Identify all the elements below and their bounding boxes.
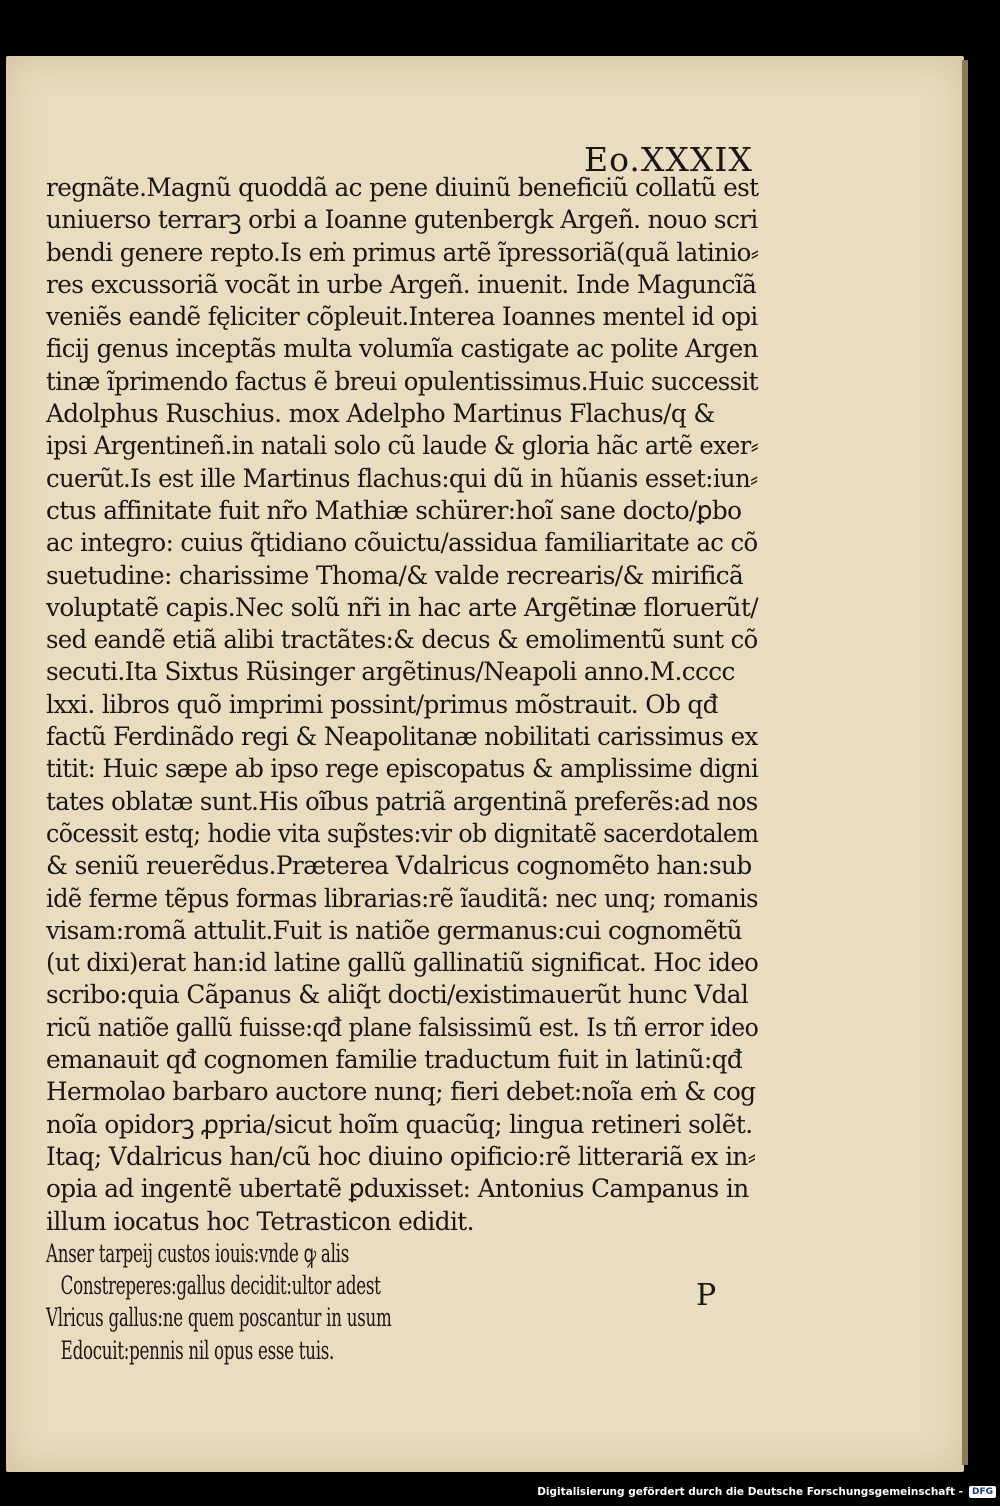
text-line: & seniũ reuerẽdus.Præterea Vdalricus cognomẽto han:sub — [46, 851, 752, 881]
text-line: secuti.Ita Sixtus Rüsinger argẽtinus/Neapoli anno.M.cccc — [46, 657, 735, 687]
text-line: cuerũt.Is est ille Martinus flachus:qui dũ in hũanis esset:iun⸗ — [46, 463, 758, 493]
funding-credit: Digitalisierung gefördert durch die Deutsche Forschungsgemeinschaft - — [537, 1486, 963, 1498]
text-line: ipsi Argentineñ.in natali solo cũ laude & gloria hãc artẽ exer⸗ — [46, 431, 759, 461]
text-line: tinæ ĩprimendo factus ẽ breui opulentissimus.Huic successit — [46, 366, 758, 396]
body-text — [46, 172, 766, 1367]
text-line: illum iocatus hoc Tetrasticon edidit. — [46, 1206, 474, 1236]
text-line: ac integro: cuius q̃tidiano cõuictu/assidua familiaritate ac cõ — [46, 528, 758, 558]
text-line: titit: Huic sæpe ab ipso rege episcopatus & amplissime digni — [46, 754, 759, 784]
folio-number: Eo.XXXIX — [584, 140, 753, 179]
text-line: veniẽs eandẽ fęliciter cõpleuit.Interea Ioannes mentel id opi — [46, 302, 758, 332]
text-line: res excussoriã vocãt in urbe Argeñ. inuenit. Inde Maguncĩã — [46, 269, 757, 299]
text-line: factũ Ferdinãdo regi & Neapolitanæ nobilitati carissimus ex — [46, 722, 758, 752]
verse-line: Vlricus gallus:ne quem poscantur in usum — [46, 1303, 392, 1333]
text-line: Adolphus Ruschius. mox Adelpho Martinus Flachus/q & — [46, 399, 715, 429]
text-line: voluptatẽ capis.Nec solũ nr̃i in hac arte Argẽtinæ floruerũt/ — [46, 592, 758, 622]
text-line: cõcessit estq; hodie vita sup̃stes:vir ob dignitatẽ sacerdotalem — [46, 818, 759, 848]
text-line: uniuerso terrarꝫ orbi a Ioanne gutenbergk Argeñ. nouo scri — [46, 205, 758, 235]
text-line: ficij genus inceptãs multa volumĩa castigate ac polite Argen — [46, 334, 758, 364]
text-line: ctus affinitate fuit nr̃o Mathiæ schürer:hoĩ sane docto/ꝑbo — [46, 495, 742, 525]
text-line: scribo:quia Cãpanus & aliq̃t docti/existimauerũt hunc Vdal — [46, 980, 749, 1010]
text-line: lxxi. libros quõ imprimi possint/primus mõstrauit. Ob qđ — [46, 689, 718, 719]
text-line: regnãte.Magnũ quoddã ac pene diuinũ beneficiũ collatũ est — [46, 173, 759, 202]
verse-line: Edocuit:pennis nil opus esse tuis. — [60, 1335, 335, 1365]
text-line: visam:romã attulit.Fuit is natiõe germanus:cui cognomẽtũ — [46, 915, 742, 945]
verse-tetrastich — [46, 1238, 766, 1367]
signature-mark: P — [696, 1278, 717, 1313]
text-line: suetudine: charissime Thoma/& valde recrearis/& mirificã — [46, 560, 744, 590]
text-line: (ut dixi)erat han:id latine gallũ gallinatiũ significat. Hoc ideo — [46, 948, 759, 978]
prose-paragraph — [46, 172, 766, 1238]
text-line: emanauit qđ cognomen familie traductum fuit in latinũ:qđ — [46, 1045, 743, 1075]
text-line: ricũ natiõe gallũ fuisse:qđ plane falsissimũ est. Is tñ error ideo — [46, 1012, 759, 1042]
text-line: tates oblatæ sunt.His oĩbus patriã argentinã preferẽs:ad nos — [46, 786, 758, 816]
verse-line: Anser tarpeij custos iouis:vnde ꝙ alis — [46, 1238, 349, 1268]
digitization-footer — [537, 1480, 996, 1504]
text-line: Itaq; Vdalricus han/cũ hoc diuino opificio:rẽ litterariã ex in⸗ — [46, 1141, 756, 1171]
text-line: idẽ ferme tẽpus formas librarias:rẽ ĩauditã: nec unq; romanis — [46, 883, 758, 913]
dfg-logo: DFG — [969, 1486, 996, 1498]
text-line: opia ad ingentẽ ubertatẽ ꝑduxisset: Antonius Campanus in — [46, 1174, 749, 1204]
page-edge — [962, 60, 968, 1465]
text-line: Hermolao barbaro auctore nunq; fieri debet:noĩa eṁ & cog — [46, 1077, 756, 1107]
text-line: sed eandẽ etiã alibi tractãtes:& decus & emolimentũ sunt cõ — [46, 625, 758, 655]
text-line: noĩa opidorꝫ ꝓpria/sicut hoĩm quacũq; lingua retineri solẽt. — [46, 1109, 753, 1139]
text-line: bendi genere repto.Is eṁ primus artẽ ĩpressoriã(quã latinio⸗ — [46, 237, 759, 267]
verse-line: Constreperes:gallus decidit:ultor adest — [60, 1271, 381, 1301]
